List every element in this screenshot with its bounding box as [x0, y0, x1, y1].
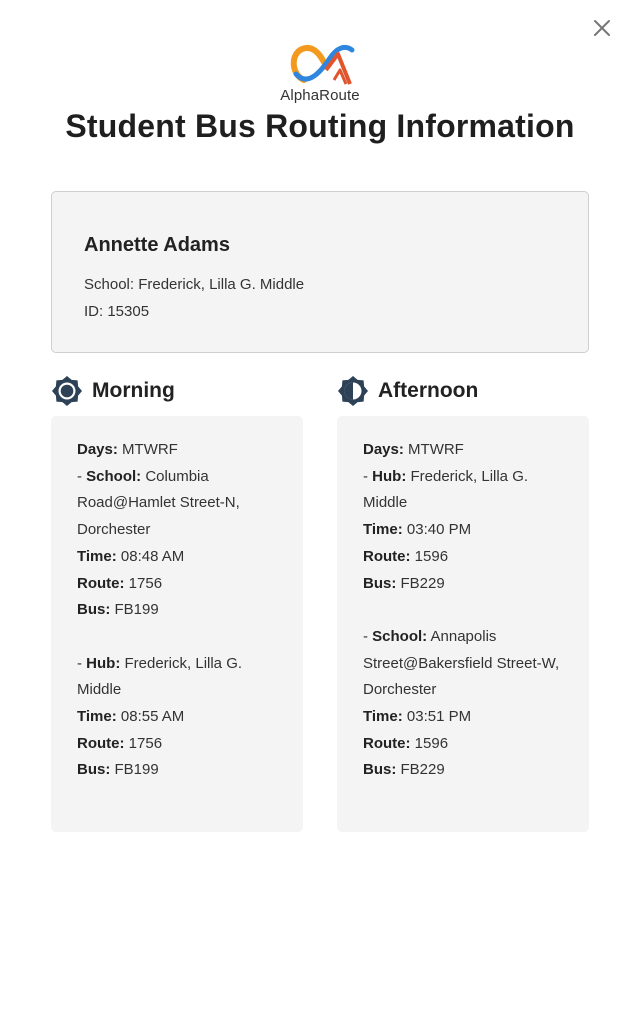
morning-stop-1-time: Time: 08:48 AM	[77, 547, 185, 565]
student-name: Annette Adams	[84, 234, 230, 256]
sun-icon	[51, 375, 83, 407]
morning-days: Days: MTWRF	[77, 441, 178, 458]
student-id-label: ID:	[84, 303, 104, 320]
afternoon-stop-2-location: - School: Annapolis Street@Bakersfield Street-W, Dorchester	[363, 627, 560, 699]
morning-title: Morning	[92, 379, 175, 402]
afternoon-stop-1-route: Route: 1596	[363, 547, 449, 565]
half-sun-icon	[337, 375, 369, 407]
student-id	[84, 298, 588, 325]
afternoon-days: Days: MTWRF	[363, 441, 464, 458]
alpharoute-logo	[0, 40, 640, 104]
afternoon-stop-1-bus: Bus: FB229	[363, 574, 445, 592]
student-card	[51, 191, 589, 353]
morning-stop-2-bus: Bus: FB199	[77, 761, 159, 779]
close-icon	[590, 16, 614, 40]
close-button[interactable]	[590, 16, 614, 40]
logo-text: AlphaRoute	[280, 87, 360, 104]
morning-stop-1-location: - School: Columbia Road@Hamlet Street-N, Dorchester	[77, 467, 240, 539]
morning-heading	[51, 373, 175, 409]
alpharoute-logo-icon	[282, 40, 358, 90]
student-school-value: Frederick, Lilla G. Middle	[138, 276, 305, 293]
morning-stop-1-bus: Bus: FB199	[77, 601, 159, 619]
student-school	[84, 271, 588, 298]
afternoon-title: Afternoon	[378, 379, 479, 402]
morning-stop-2-route: Route: 1756	[77, 734, 163, 752]
morning-stop-2-location: - Hub: Frederick, Lilla G. Middle	[77, 654, 243, 699]
afternoon-heading	[337, 373, 478, 409]
afternoon-stop-2-bus: Bus: FB229	[363, 761, 445, 779]
morning-stop-2-time: Time: 08:55 AM	[77, 708, 185, 726]
student-school-label: School:	[84, 276, 135, 293]
page-title: Student Bus Routing Information	[65, 108, 575, 144]
morning-panel	[51, 416, 303, 832]
morning-stop-1-route: Route: 1756	[77, 574, 163, 592]
student-id-value: 15305	[107, 303, 150, 320]
afternoon-stop-1-location: - Hub: Frederick, Lilla G. Middle	[363, 467, 529, 512]
afternoon-stop-2-route: Route: 1596	[363, 734, 449, 752]
afternoon-stop-1-time: Time: 03:40 PM	[363, 521, 472, 539]
afternoon-panel	[337, 416, 589, 832]
afternoon-stop-2-time: Time: 03:51 PM	[363, 708, 472, 726]
